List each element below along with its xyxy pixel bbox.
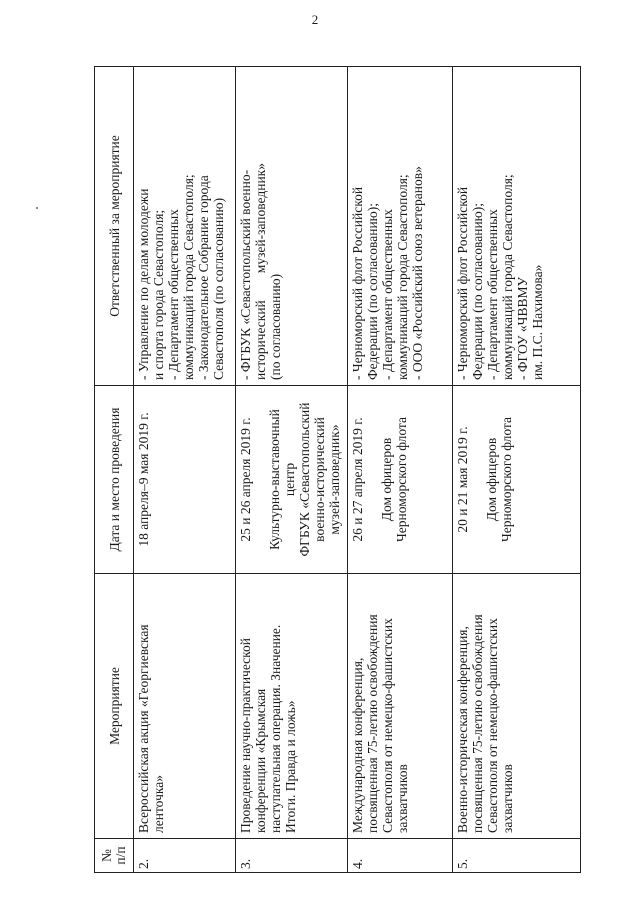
header-num [95, 839, 134, 873]
place-line: военно-исторический [312, 417, 327, 542]
responsible-line: - Законодательное Собрание города [196, 175, 211, 380]
row-date-place [348, 386, 453, 574]
responsible-line: (по согласованию) [268, 273, 283, 380]
stray-dot [36, 207, 38, 209]
header-event: Мероприятие [95, 574, 134, 839]
row-num: 5. [453, 839, 581, 873]
responsible-line: Федерации (по согласованию); [470, 202, 485, 380]
row-date-place [453, 386, 581, 574]
table-row [236, 67, 348, 873]
page-number: 2 [311, 12, 319, 27]
event-line: Всероссийская акция «Георгиевская [136, 624, 151, 833]
row-responsible [348, 67, 453, 386]
responsible-line: - Управление по делам молодежи [136, 188, 151, 380]
row-event [453, 574, 581, 839]
row-event [236, 574, 348, 839]
header-num-line1: № [99, 849, 114, 862]
event-line: Севастополя от немецко-фашистских [380, 618, 395, 833]
row-event [134, 574, 236, 839]
responsible-line: Севастополя (по согласованию) [211, 197, 226, 380]
responsible-line: коммуникаций города Севастополя; [500, 174, 515, 380]
event-line: ленточка» [151, 775, 166, 833]
place-line: Культурно-выставочный центр [267, 409, 297, 550]
row-date-place [236, 386, 348, 574]
responsible-line: им. П.С. Нахимова» [530, 264, 545, 380]
event-line: посвященная 75-летию освобождения [365, 614, 380, 833]
date-line: 20 и 21 мая 2019 г. [455, 426, 470, 533]
responsible-line: - Черноморский флот Российской [455, 186, 470, 380]
table-header-row [95, 67, 134, 873]
row-num: 2. [134, 839, 236, 873]
event-line: Военно-историческая конференция, [455, 626, 470, 833]
rotated-table-container [94, 67, 579, 873]
event-line: конференции «Крымская [253, 688, 268, 833]
responsible-line: - ФГБУК «Севастопольский военно- [238, 169, 253, 380]
event-line: Проведение научно-практической [238, 637, 253, 833]
event-line: Международная конференция, [350, 657, 365, 833]
spacer [365, 391, 379, 568]
responsible-line: коммуникаций города Севастополя; [181, 174, 196, 380]
responsible-line: - Департамент общественных [485, 209, 500, 380]
responsible-line: - Черноморский флот Российской [350, 186, 365, 380]
place-line: ФГБУК «Севастопольский [297, 402, 312, 557]
header-responsible: Ответственный за мероприятие [95, 67, 134, 386]
responsible-line: - Департамент общественных [380, 209, 395, 380]
event-line: посвященная 75-летию освобождения [470, 614, 485, 833]
event-line: Севастополя от немецко-фашистских [485, 618, 500, 833]
row-responsible [453, 67, 581, 386]
event-line: Итоги. Правда и ложь» [283, 700, 298, 833]
event-line: захватчиков [395, 764, 410, 833]
place-line: Дом офицеров [484, 437, 499, 522]
header-date-place: Дата и место проведения [95, 386, 134, 574]
place-line: Черноморского флота [499, 417, 514, 542]
date-line: 18 апреля–9 мая 2019 г. [136, 412, 151, 547]
place-line: Черноморского флота [394, 417, 409, 542]
responsible-line: исторический музей-заповедник» [253, 163, 268, 380]
row-responsible [236, 67, 348, 386]
table-row [348, 67, 453, 873]
place-line: Дом офицеров [379, 437, 394, 522]
place-line: музей-заповедник» [327, 424, 342, 535]
responsible-line: - ООО «Российский союз ветеранов» [410, 166, 425, 380]
responsible-line: коммуникаций города Севастополя; [395, 174, 410, 380]
row-num: 3. [236, 839, 348, 873]
row-responsible [134, 67, 236, 386]
date-line: 26 и 27 апреля 2019 г. [350, 417, 365, 542]
responsible-line: - ФГОУ «ЧВВМУ [515, 276, 530, 380]
row-date-place [134, 386, 236, 574]
event-line: наступательная операция. Значение. [268, 624, 283, 833]
event-line: захватчиков [500, 764, 515, 833]
table-row [453, 67, 581, 873]
header-num-line2: п/п [113, 846, 128, 865]
responsible-line: и спорта города Севастополя; [151, 209, 166, 380]
row-event [348, 574, 453, 839]
table-row [134, 67, 236, 873]
spacer [470, 391, 484, 568]
spacer [253, 391, 267, 568]
responsible-line: - Департамент общественных [166, 209, 181, 380]
date-line: 25 и 26 апреля 2019 г. [238, 417, 253, 542]
events-table [94, 66, 581, 873]
row-num: 4. [348, 839, 453, 873]
responsible-line: Федерации (по согласованию); [365, 202, 380, 380]
